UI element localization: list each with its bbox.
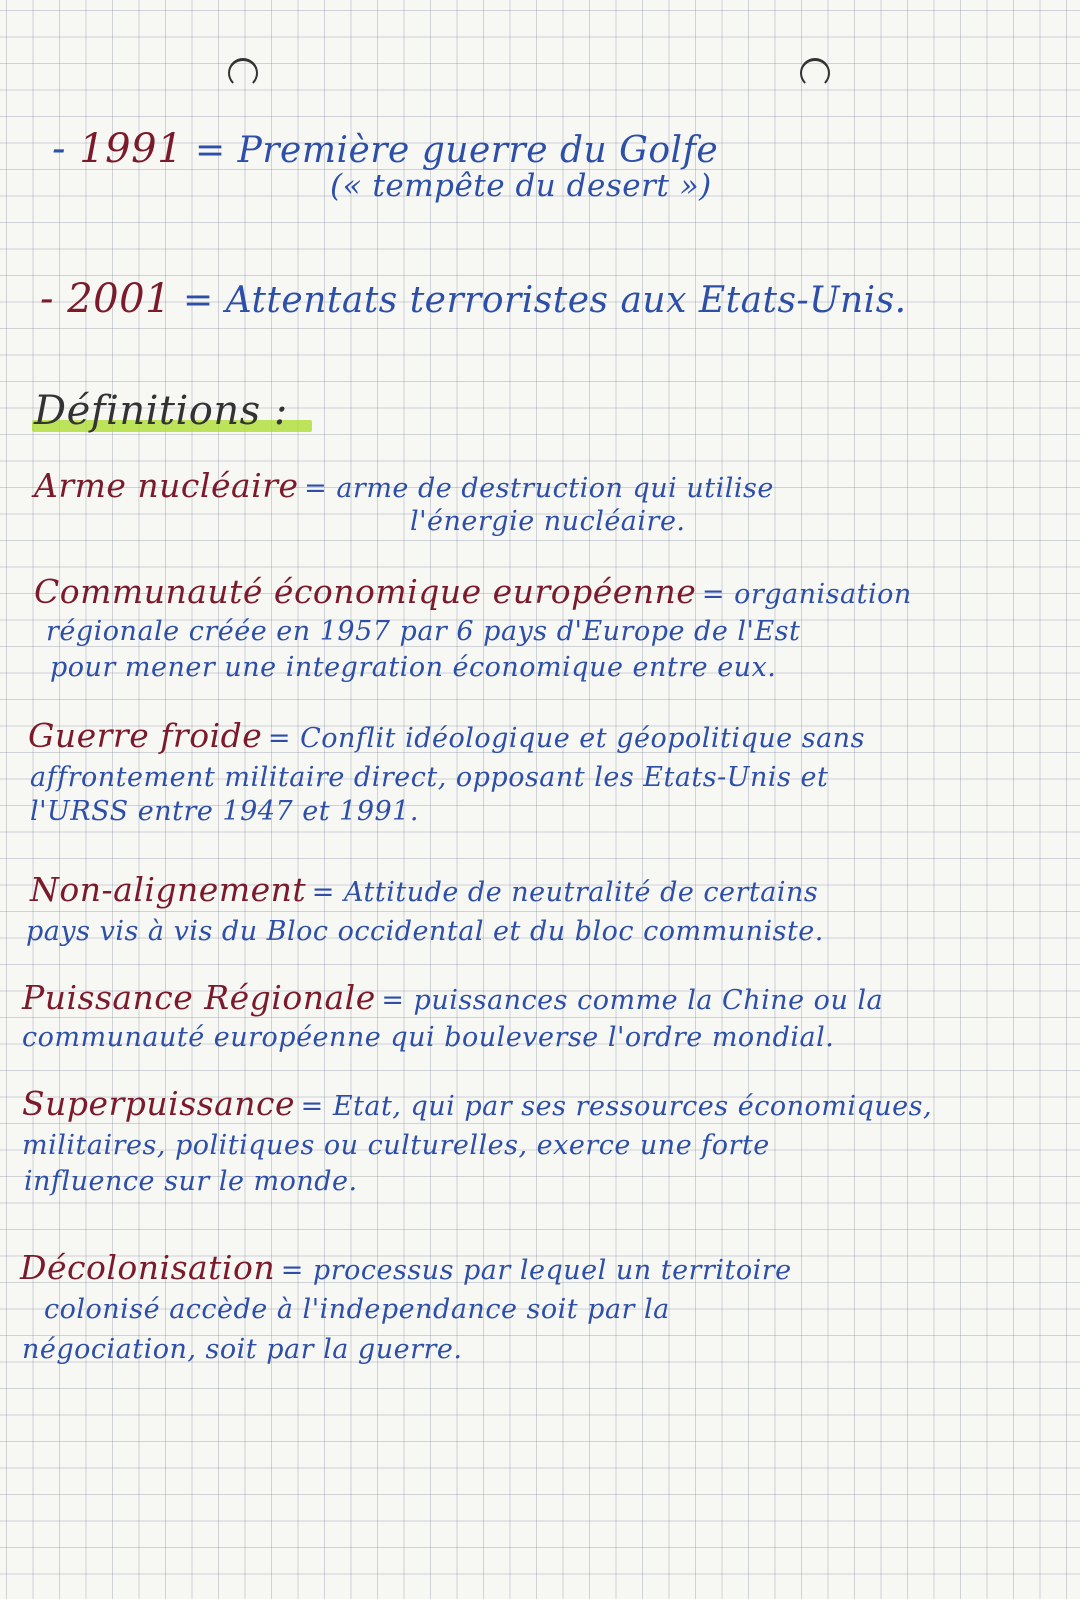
definition-text: pays vis à vis du Bloc occidental et du bloc communiste. — [26, 916, 824, 947]
definition-term: Décolonisation — [20, 1248, 276, 1287]
definition-puissance-regionale — [22, 978, 883, 1017]
definition-text: colonisé accède à l'independance soit par la — [44, 1294, 670, 1325]
definition-term: Puissance Régionale — [22, 978, 376, 1017]
definition-text: influence sur le monde. — [24, 1166, 358, 1197]
definition-text: militaires, politiques ou culturelles, exerce une forte — [22, 1130, 770, 1161]
definition-text: = arme de destruction qui utilise — [304, 473, 774, 504]
definition-term: Guerre froide — [28, 716, 263, 755]
definitions-heading: Définitions : — [34, 388, 288, 434]
definition-term: Superpuissance — [22, 1084, 296, 1123]
punch-hole-right — [800, 58, 830, 88]
definition-text: l'URSS entre 1947 et 1991. — [30, 796, 419, 827]
event-equals: = — [171, 280, 226, 321]
event-text: Attentats terroristes aux Etats-Unis. — [225, 280, 907, 321]
definition-text: affrontement militaire direct, opposant les Etats-Unis et — [30, 762, 829, 793]
definition-cee — [34, 572, 912, 611]
event-text: Première guerre du Golfe — [237, 130, 719, 171]
event-1991-subtext: (« tempête du desert ») — [330, 168, 712, 204]
definition-text: l'énergie nucléaire. — [410, 506, 686, 537]
definition-text: négociation, soit par la guerre. — [22, 1334, 463, 1365]
definition-text: communauté européenne qui bouleverse l'ordre mondial. — [22, 1022, 835, 1053]
definition-term: Arme nucléaire — [34, 466, 299, 505]
definition-term: Communauté économique européenne — [34, 572, 697, 611]
definition-superpuissance — [22, 1084, 932, 1123]
definition-term: Non-alignement — [30, 870, 307, 909]
event-dash: - — [40, 276, 68, 322]
definition-text: = Conflit idéologique et géopolitique sans — [267, 723, 865, 754]
definition-text: = processus par lequel un territoire — [280, 1255, 792, 1286]
definition-decolonisation — [20, 1248, 792, 1287]
definition-non-alignement — [30, 870, 818, 909]
event-year: 2001 — [67, 276, 172, 322]
definition-text: = puissances comme la Chine ou la — [381, 985, 884, 1016]
definition-text: = organisation — [701, 579, 912, 610]
event-year: 1991 — [79, 126, 184, 172]
definition-text: = Etat, qui par ses ressources économiques, — [300, 1091, 933, 1122]
definition-arme-nucleaire — [34, 466, 774, 505]
definition-text: pour mener une integration économique entre eux. — [50, 652, 777, 683]
event-2001-line — [40, 276, 907, 322]
event-1991-line — [52, 126, 718, 172]
definition-guerre-froide — [28, 716, 865, 755]
punch-hole-left — [228, 58, 258, 88]
definition-text: régionale créée en 1957 par 6 pays d'Europe de l'Est — [46, 616, 801, 647]
event-dash: - — [52, 126, 80, 172]
event-equals: = — [183, 130, 238, 171]
definition-text: = Attitude de neutralité de certains — [311, 877, 819, 908]
